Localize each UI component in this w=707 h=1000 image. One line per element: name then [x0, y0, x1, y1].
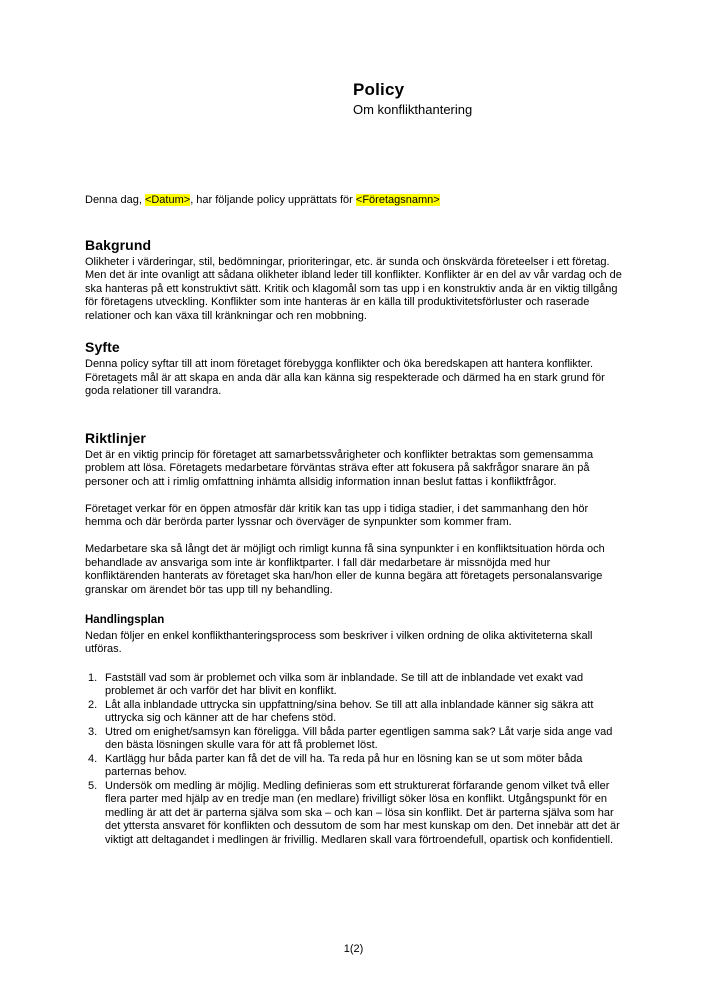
step-text: Låt alla inblandade uttrycka sin uppfattning/sina behov. Se till att alla inblandade känner sig säkra att uttrycka sig och känner att de har chefens stöd. [105, 698, 594, 724]
section-heading-riktlinjer: Riktlinjer [85, 429, 146, 446]
step-number: 1. [88, 671, 98, 684]
list-item [85, 753, 626, 780]
action-plan [85, 614, 626, 847]
step-text: Utred om enighet/samsyn kan föreligga. Vill båda parter egentligen samma sak? Låt varje sida ange vad den bästa lösningen skulle vara för att få problemet löst. [105, 725, 613, 751]
paragraph: Olikheter i värderingar, stil, bedömningar, prioriteringar, etc. är sunda och önskvärda företeelser i ett företag. Men det är inte ovanligt att sådana olikheter ibland leder till konflikter. Konflikter är en del av vår vardag och de ska hanteras på ett konstruktivt sätt. Kritik och klagomål som tas upp i en konstruktiv anda är en viktig tillgång för företagens utveckling. Konflikter som inte hanteras är en källa till produktivitetsförluster och raserade relationer och kan växa till kränkningar och ren mobbning. [85, 255, 622, 322]
section-bakgrund [85, 237, 626, 324]
document-title: Policy [353, 80, 405, 99]
section-heading-syfte: Syfte [85, 339, 120, 355]
step-text: Undersök om medling är möjlig. Medling definieras som ett strukturerat förfarande genom vilket två eller flera parter med hjälp av en tredje man (en medlare) frivilligt söker lösa en konflikt. Utgångspunkt för en medling är att det är parterna själva som ska – och kan – lösa sin konflikt. Det är parterna själva som har det yttersta ansvaret för konflikten och dessutom de som har mest kunskap om den. Det innebär att det är viktigt att deltagandet i medlingen är frivillig. Medlaren skall vara förtroendefull, opartisk och konfidentiell. [105, 779, 620, 846]
section-syfte [85, 339, 626, 399]
action-plan-heading: Handlingsplan [85, 614, 165, 626]
step-text: Fastställ vad som är problemet och vilka som är inblandade. Se till att de inblandade vet exakt vad problemet är och varför det har blivit en konflikt. [105, 671, 584, 697]
action-plan-intro: Nedan följer en enkel konflikthanteringsprocess som beskriver i vilken ordning de olika aktiviteterna skall utföras. [85, 629, 593, 655]
date-placeholder: <Datum> [144, 194, 191, 206]
document-subtitle: Om konflikthantering [353, 102, 473, 117]
document-body [85, 194, 626, 847]
paragraph: Det är en viktig princip för företaget att samarbetssvårigheter och konflikter betraktas som gemensamma problem att lösa. Företagets medarbetare förväntas sträva efter att fokusera på sakfrågor snarare än på personer och att i rimlig omfattning inhämta allsidig information innan beslut fattas i konfliktfrågor. [85, 448, 594, 488]
step-number: 4. [88, 752, 98, 765]
list-item [85, 699, 626, 726]
section-heading-bakgrund: Bakgrund [85, 236, 152, 253]
paragraph: Denna policy syftar till att inom företaget förebygga konflikter och öka beredskapen att hantera konflikter. Företagets mål är att skapa en anda där alla kan känna sig respekterade och därmed ha en stark grund för goda relationer till varandra. [85, 358, 605, 397]
section-riktlinjer [85, 430, 626, 598]
list-item [85, 672, 626, 699]
paragraph: Företaget verkar för en öppen atmosfär där kritik kan tas upp i tidiga stadier, i det sammanhang den hör hemma och där berörda parter lyssnar och överväger de synpunkter som kommer fram. [85, 502, 589, 528]
list-item [85, 780, 626, 848]
step-text: Kartlägg hur båda parter kan få det de vill ha. Ta reda på hur en lösning kan se ut som möter båda parternas behov. [105, 752, 583, 778]
action-plan-steps [85, 672, 626, 848]
company-placeholder: <Företagsnamn> [355, 194, 440, 206]
page-number: 1(2) [343, 943, 364, 955]
list-item [85, 726, 626, 753]
intro-middle: , har följande policy upprättats för [190, 194, 356, 206]
step-number: 2. [88, 698, 98, 711]
step-number: 5. [88, 779, 98, 792]
intro-line [85, 194, 626, 208]
step-number: 3. [88, 725, 98, 738]
intro-prefix: Denna dag, [85, 194, 145, 206]
document-header [353, 80, 472, 118]
paragraph: Medarbetare ska så långt det är möjligt och rimligt kunna få sina synpunkter i en konfliktsituation hörda och behandlade av ansvariga som inte är konfliktparter. I fall där medarbetare är missnöjda med hur konfliktärenden hanterats av företaget ska han/hon eller de kunna begära att företagets personalansvarige granskar om ärendet bör tas upp till ny behandling. [85, 543, 605, 596]
